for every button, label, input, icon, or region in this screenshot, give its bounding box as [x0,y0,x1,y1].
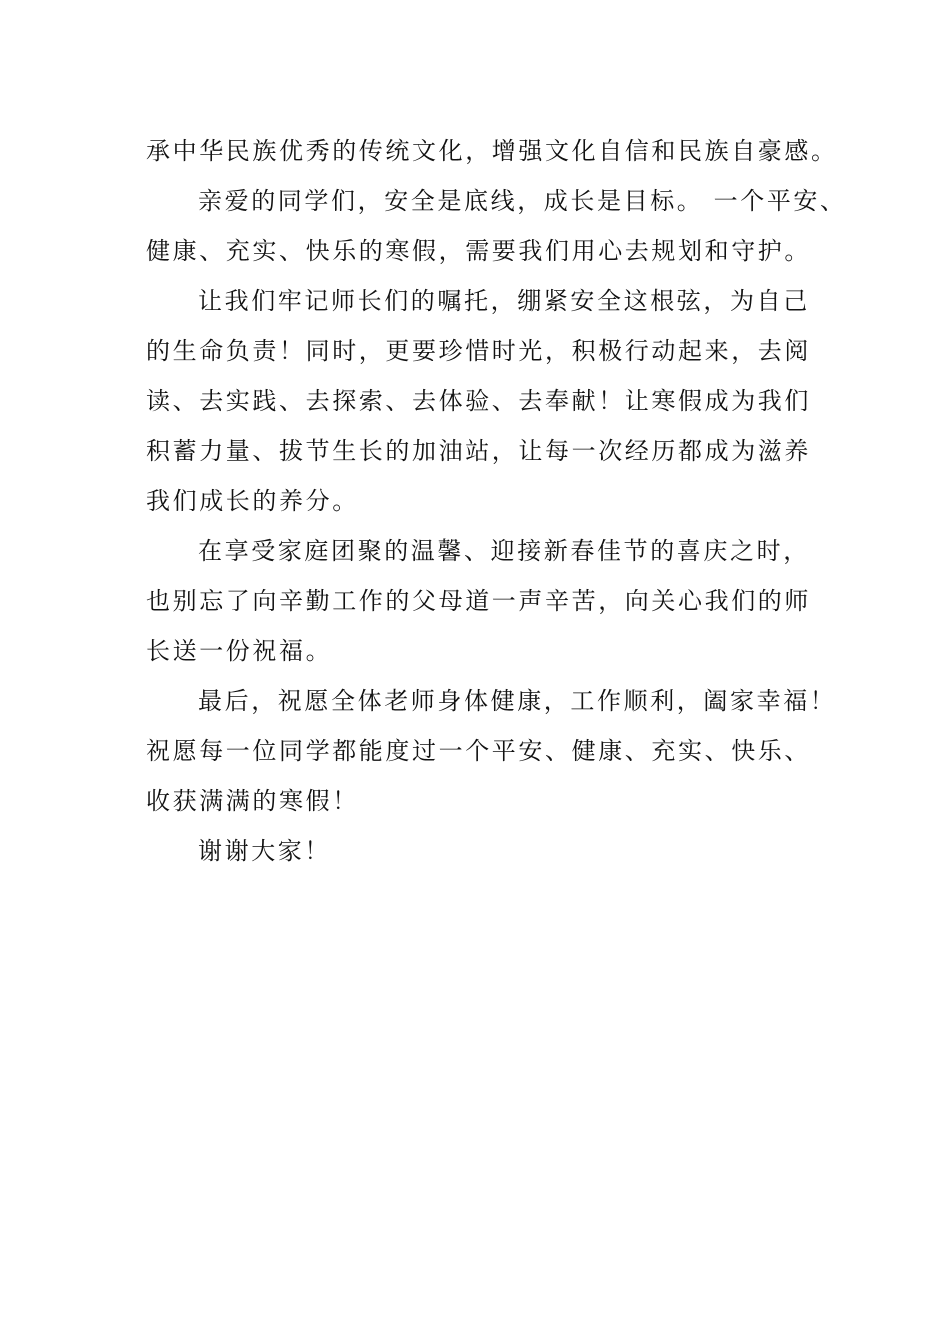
text-line: 让我们牢记师长们的嘱托，绷紧安全这根弦，为自己 [198,287,810,315]
text-line: 祝愿每一位同学都能度过一个平安、健康、充实、快乐、 [146,737,811,765]
text-line: 长送一份祝福。 [146,637,333,665]
text-line: 读、去实践、去探索、去体验、去奉献！让寒假成为我们 [146,387,811,415]
text-line: 我们成长的养分。 [146,487,359,515]
text-line: 承中华民族优秀的传统文化，增强文化自信和民族自豪感。 [146,137,838,165]
text-line: 谢谢大家！ [198,837,331,865]
text-line: 的生命负责！同时，更要珍惜时光，积极行动起来，去阅 [146,337,811,365]
document-body [146,126,847,876]
text-line: 亲爱的同学们，安全是底线，成长是目标。 一个平安、 [198,187,847,215]
text-line: 健康、充实、快乐的寒假，需要我们用心去规划和守护。 [146,237,811,265]
text-line: 最后，祝愿全体老师身体健康，工作顺利，阖家幸福！ [198,687,837,715]
text-line: 积蓄力量、拔节生长的加油站，让每一次经历都成为滋养 [146,437,811,465]
text-line: 也别忘了向辛勤工作的父母道一声辛苦，向关心我们的师 [146,587,811,615]
text-line: 在享受家庭团聚的温馨、迎接新春佳节的喜庆之时， [198,537,810,565]
text-line: 收获满满的寒假！ [146,787,359,815]
